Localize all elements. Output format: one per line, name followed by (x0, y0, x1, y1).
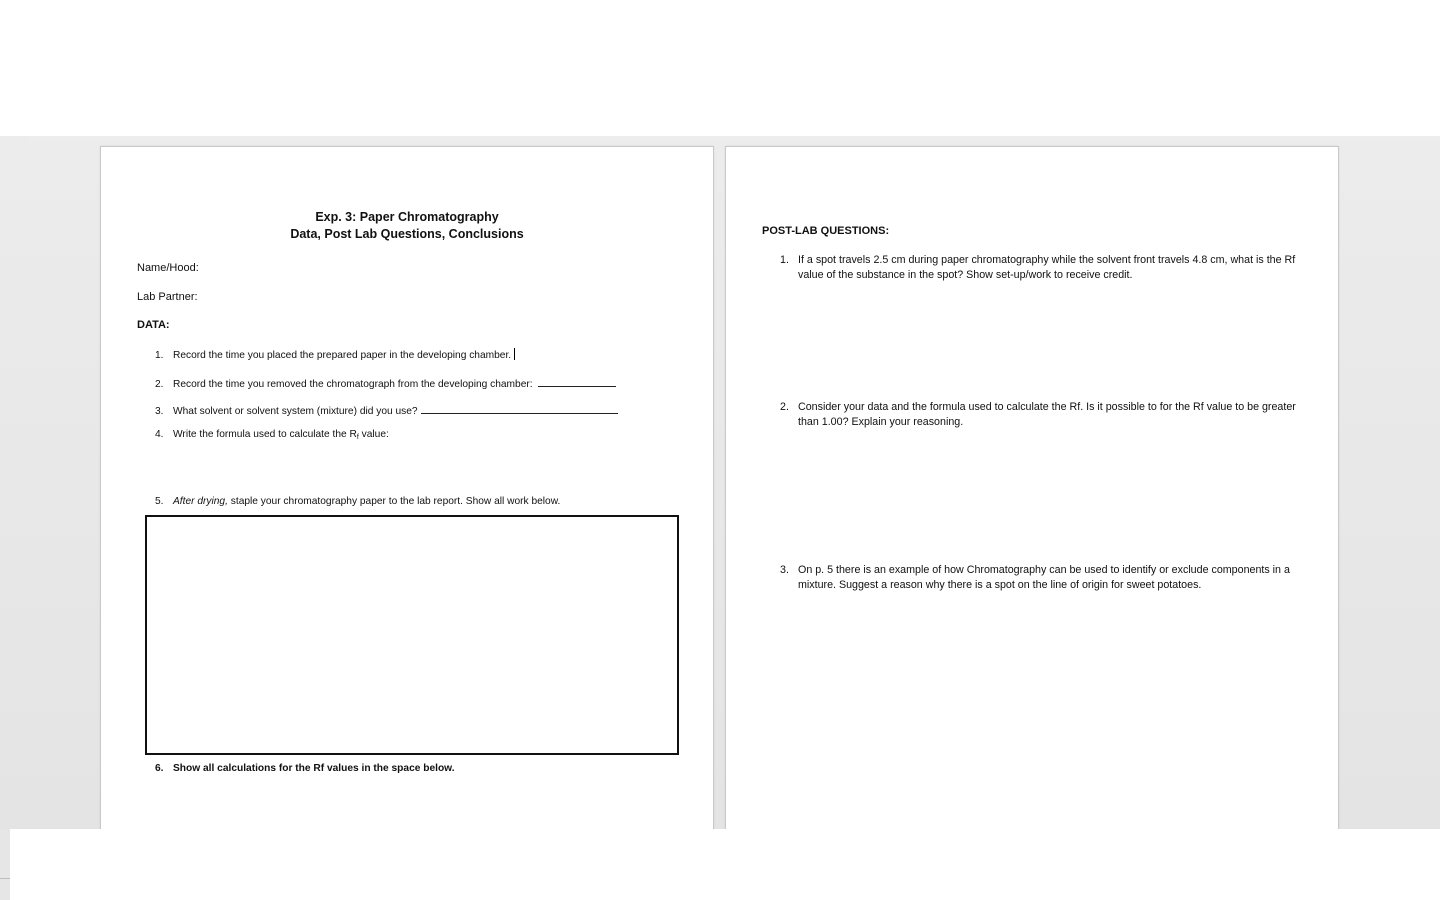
item-number: 4. (155, 429, 164, 440)
answer-blank[interactable] (538, 375, 616, 387)
canvas-edge (28, 136, 1440, 142)
item-number: 5. (155, 496, 164, 507)
item-text: What solvent or solvent system (mixture) did you use? (173, 406, 418, 417)
item-text: Record the time you removed the chromatograph from the developing chamber: (173, 379, 533, 390)
document-page-2[interactable] (725, 146, 1339, 830)
document-subtitle: Data, Post Lab Questions, Conclusions (290, 227, 524, 241)
item-italic-text: After drying, (173, 496, 228, 507)
item-number: 3. (155, 406, 164, 417)
question-text: Consider your data and the formula used to calculate the Rf. Is it possible to for the Rf value to be greater than 1.00? Explain your reasoning. (798, 401, 1296, 428)
data-item-3 (155, 402, 618, 417)
data-item-4 (155, 429, 389, 441)
item-text: Show all calculations for the Rf values in the space below. (173, 763, 455, 774)
item-number: 6. (155, 763, 164, 774)
work-box[interactable] (145, 515, 679, 755)
bottom-panel-edge (0, 829, 10, 900)
answer-blank[interactable] (421, 402, 618, 414)
data-item-2 (155, 375, 616, 390)
data-section-heading: DATA: (137, 319, 170, 331)
data-item-5 (155, 496, 560, 507)
question-number: 2. (780, 401, 789, 413)
item-number: 2. (155, 379, 164, 390)
question-1 (780, 253, 1310, 283)
question-number: 1. (780, 254, 789, 266)
document-title: Exp. 3: Paper Chromatography (315, 210, 499, 224)
name-hood-label: Name/Hood: (137, 262, 199, 274)
bottom-panel (0, 829, 1440, 900)
question-2 (780, 400, 1310, 430)
question-3 (780, 563, 1310, 593)
text-cursor (514, 348, 515, 360)
lab-partner-label: Lab Partner: (137, 291, 198, 303)
data-item-1 (155, 348, 515, 361)
question-text: On p. 5 there is an example of how Chromatography can be used to identify or exclude components in a mixture. Suggest a reason why there is a spot on the line of origin for sweet potatoes. (798, 564, 1290, 591)
bottom-panel-divider (0, 878, 10, 879)
question-number: 3. (780, 564, 789, 576)
item-text-suffix: value: (358, 429, 389, 440)
subscript-f: f (356, 434, 359, 441)
item-text: staple your chromatography paper to the lab report. Show all work below. (227, 496, 561, 507)
question-text: If a spot travels 2.5 cm during paper chromatography while the solvent front travels 4.8 cm, what is the Rf value of the substance in the spot? Show set-up/work to receive credit. (798, 254, 1296, 281)
item-text: Record the time you placed the prepared paper in the developing chamber. (173, 350, 512, 361)
item-number: 1. (155, 350, 164, 361)
data-item-6 (155, 763, 455, 774)
post-lab-heading: POST-LAB QUESTIONS: (762, 225, 890, 237)
item-text: Write the formula used to calculate the R (173, 429, 357, 440)
document-page-1[interactable] (100, 146, 714, 830)
